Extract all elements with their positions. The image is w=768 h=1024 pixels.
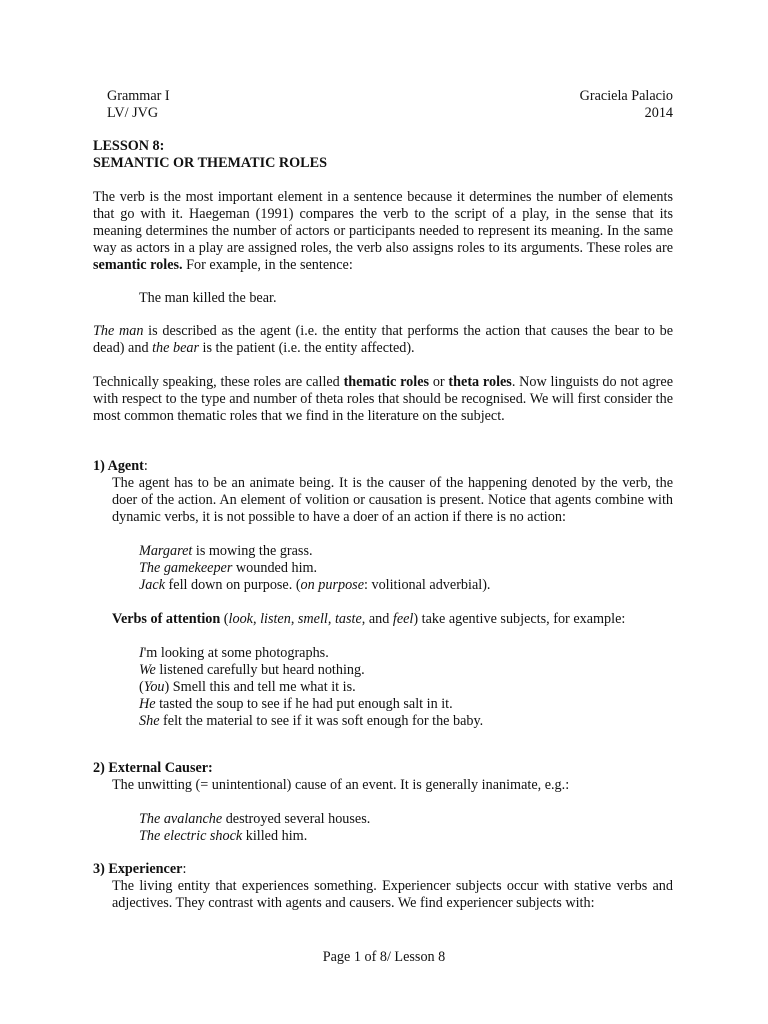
lesson-title <box>93 138 673 172</box>
intro-paragraph: The verb is the most important element in a sentence because it determines the number of elements that go with it. Haegeman (1991) compares the verb to the script of a play, in the sense that its meaning determines the number of actors or participants needed to represent its meaning. In the same way as actors in a play are assigned roles, the verb also assigns roles to its arguments. These roles are semantic roles. For example, in the sentence: <box>93 189 673 273</box>
list-item: The avalanche destroyed several houses. <box>139 811 371 827</box>
header-left <box>107 88 170 122</box>
list-item: Jack fell down on purpose. (on purpose: volitional adverbial). <box>139 577 491 593</box>
agent-text: The agent has to be an animate being. It is the causer of the happening denoted by the verb, the doer of the action. An element of volition or causation is present. Notice that agents combine with dynamic verbs, it is not possible to have a doer of an action if there is no action: <box>112 475 673 525</box>
year: 2014 <box>644 105 673 121</box>
attention-verbs-line: Verbs of attention (look, listen, smell, taste, and feel) take agentive subjects, for example: <box>112 611 626 627</box>
attention-examples <box>139 645 673 730</box>
technical-paragraph: Technically speaking, these roles are called thematic roles or theta roles. Now linguists do not agree with respect to the type and number of theta roles that should be recognised. We will first consider the most common thematic roles that we find in the literature on the subject. <box>93 374 674 424</box>
list-item: The electric shock killed him. <box>139 828 308 844</box>
author-name: Graciela Palacio <box>579 88 673 104</box>
explanation-paragraph: The man is described as the agent (i.e. the entity that performs the action that causes the bear to be dead) and the bear is the patient (i.e. the entity affected). <box>93 323 673 356</box>
list-item: He tasted the soup to see if he had put enough salt in it. <box>139 696 453 712</box>
course-code: LV/ JVG <box>107 105 159 121</box>
agent-examples <box>139 543 673 594</box>
experiencer-text: The living entity that experiences something. Experiencer subjects occur with stative verbs and adjectives. They contrast with agents and causers. We find experiencer subjects with: <box>112 878 673 911</box>
lesson-subject: SEMANTIC OR THEMATIC ROLES <box>93 155 328 171</box>
causer-examples <box>139 811 673 845</box>
list-item: Margaret is mowing the grass. <box>139 543 313 559</box>
causer-text: The unwitting (= unintentional) cause of an event. It is generally inanimate, e.g.: <box>112 777 570 793</box>
list-item: (You) Smell this and tell me what it is. <box>139 679 356 695</box>
lesson-number: LESSON 8: <box>93 138 165 154</box>
section-experiencer <box>93 861 673 912</box>
section-external-causer <box>93 760 673 845</box>
section-agent <box>93 458 673 730</box>
list-item: I'm looking at some photographs. <box>139 645 329 661</box>
example-main: The man killed the bear. <box>139 290 277 306</box>
list-item: We listened carefully but heard nothing. <box>139 662 365 678</box>
page-footer: Page 1 of 8/ Lesson 8 <box>322 949 446 965</box>
agent-heading: 1) Agent: <box>93 458 148 474</box>
experiencer-heading: 3) Experiencer: <box>93 861 187 877</box>
causer-heading: 2) External Causer: <box>93 760 213 776</box>
list-item: She felt the material to see if it was soft enough for the baby. <box>139 713 484 729</box>
header-right <box>580 88 673 122</box>
list-item: The gamekeeper wounded him. <box>139 560 318 576</box>
course-name: Grammar I <box>107 88 170 104</box>
